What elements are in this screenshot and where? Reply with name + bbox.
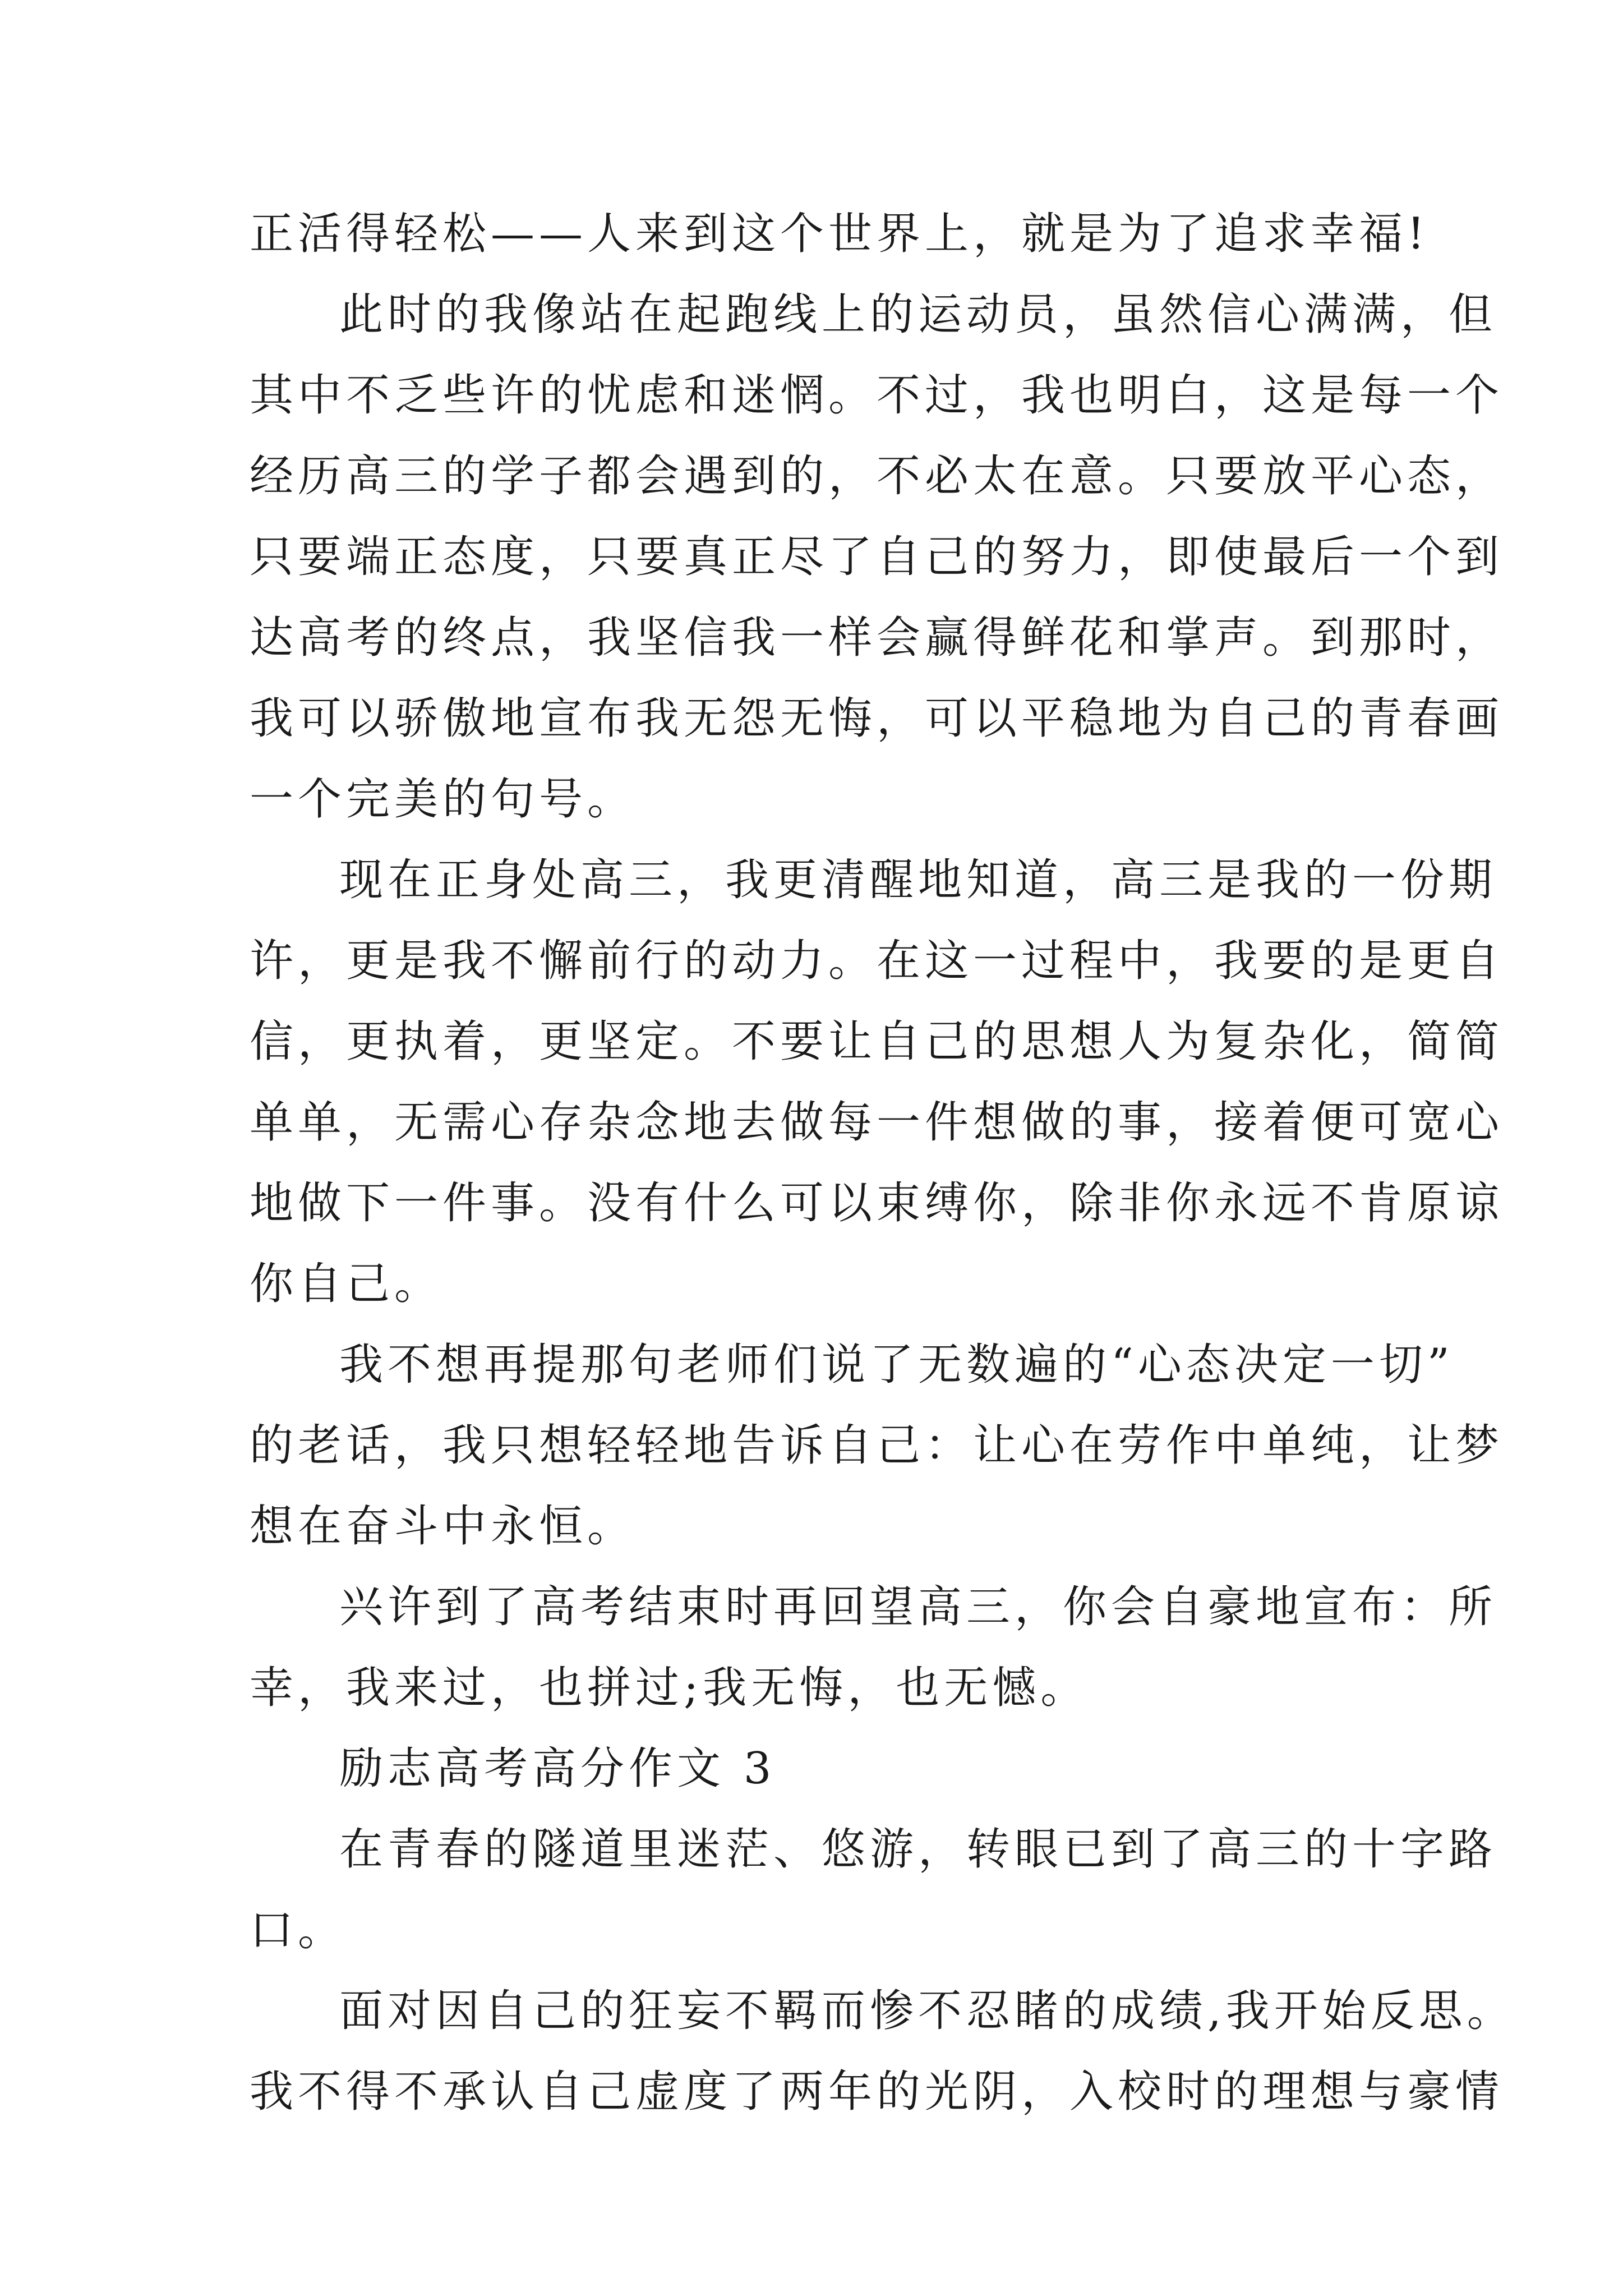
text-line: 你自己。 — [250, 1259, 443, 1309]
text-line: 我可以骄傲地宣布我无怨无悔，可以平稳地为自己的青春画 — [250, 693, 1504, 744]
text-line: 想在奋斗中永恒。 — [250, 1501, 636, 1552]
text-line: 幸，我来过，也拼过;我无悔，也无憾。 — [250, 1663, 1089, 1713]
text-line: 在青春的隧道里迷茫、悠游，转眼已到了高三的十字路 — [339, 1824, 1497, 1875]
text-line: 此时的我像站在起跑线上的运动员，虽然信心满满，但 — [339, 289, 1497, 340]
text-line: 面对因自己的狂妄不羁而惨不忍睹的成绩,我开始反思。 — [339, 1986, 1515, 2036]
text-line: 的老话，我只想轻轻地告诉自己：让心在劳作中单纯，让梦 — [250, 1420, 1504, 1471]
text-line: 信，更执着，更坚定。不要让自己的思想人为复杂化，简简 — [250, 1016, 1504, 1067]
text-line: 兴许到了高考结束时再回望高三，你会自豪地宣布：所 — [339, 1582, 1497, 1632]
text-line: 单单，无需心存杂念地去做每一件想做的事，接着便可宽心 — [250, 1097, 1504, 1148]
text-line: 现在正身处高三，我更清醒地知道，高三是我的一份期 — [339, 855, 1497, 905]
text-line: 我不想再提那句老师们说了无数遍的“心态决定一切” — [339, 1340, 1454, 1390]
text-line: 我不得不承认自己虚度了两年的光阴，入校时的理想与豪情 — [250, 2067, 1504, 2117]
text-line: 经历高三的学子都会遇到的，不必太在意。只要放平心态， — [250, 451, 1504, 501]
text-line: 一个完美的句号。 — [250, 774, 636, 825]
text-line: 许，更是我不懈前行的动力。在这一过程中，我要的是更自 — [250, 936, 1504, 986]
text-line: 励志高考高分作文 3 — [339, 1743, 776, 1794]
text-line: 其中不乏些许的忧虑和迷惘。不过，我也明白，这是每一个 — [250, 370, 1504, 421]
text-line: 只要端正态度，只要真正尽了自己的努力，即使最后一个到 — [250, 532, 1504, 582]
text-line: 正活得轻松——人来到这个世界上，就是为了追求幸福! — [250, 209, 1430, 259]
text-line: 地做下一件事。没有什么可以束缚你，除非你永远不肯原谅 — [250, 1178, 1504, 1228]
document-body — [250, 194, 1515, 2132]
text-line: 口。 — [250, 1905, 347, 1955]
text-line: 达高考的终点，我坚信我一样会赢得鲜花和掌声。到那时， — [250, 613, 1504, 663]
